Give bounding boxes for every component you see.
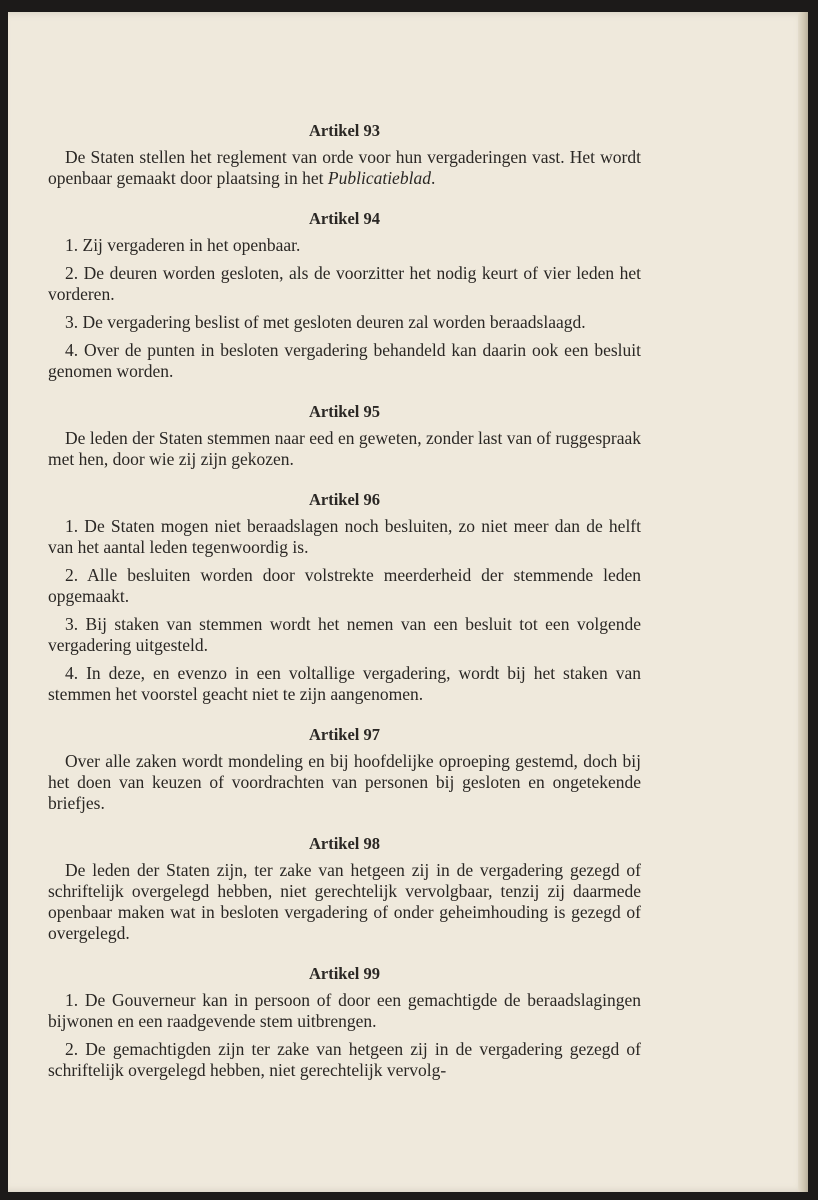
article-paragraph: 4. Over de punten in besloten vergadering behandeld kan daarin ook een besluit genomen worden. [48,340,641,381]
article-93 [48,120,641,189]
page-content [48,120,641,1100]
article-96 [48,489,641,705]
article-paragraph: 1. Zij vergaderen in het openbaar. [65,235,301,255]
article-paragraph: 2. Alle besluiten worden door volstrekte meerderheid der stemmende leden opgemaakt. [48,565,641,606]
italic-term: Publicatieblad [327,168,431,188]
article-paragraph: 3. Bij staken van stemmen wordt het nemen van een besluit tot een volgende vergadering uitgesteld. [48,614,641,655]
article-title: Artikel 96 [308,490,381,509]
article-title: Artikel 99 [308,964,381,983]
article-99 [48,963,641,1081]
article-title: Artikel 95 [308,402,381,421]
article-title: Artikel 94 [308,209,381,228]
article-title: Artikel 98 [308,834,381,853]
article-paragraph: De Staten stellen het reglement van orde voor hun vergaderingen vast. Het wordt openbaar gemaakt door plaatsing in het Publicatieblad. [48,147,641,188]
article-paragraph: 1. De Gouverneur kan in persoon of door een gemachtigde de beraadslagingen bijwonen en een raadgevende stem uitbrengen. [48,990,641,1031]
article-paragraph: 3. De vergadering beslist of met gesloten deuren zal worden beraadslaagd. [65,312,586,332]
article-97 [48,724,641,814]
article-paragraph: De leden der Staten stemmen naar eed en geweten, zonder last van of ruggespraak met hen, door wie zij zijn gekozen. [48,428,641,469]
article-paragraph: Over alle zaken wordt mondeling en bij hoofdelijke oproeping gestemd, doch bij het doen van keuzen of voordrachten van personen bij gesloten en ongetekende briefjes. [48,751,641,813]
article-paragraph: 2. De gemachtigden zijn ter zake van hetgeen zij in de vergadering gezegd of schriftelijk overgelegd hebben, niet gerechtelijk vervolg- [48,1039,641,1080]
article-paragraph: 2. De deuren worden gesloten, als de voorzitter het nodig keurt of vier leden het vorderen. [48,263,641,304]
article-94 [48,208,641,382]
article-paragraph: De leden der Staten zijn, ter zake van hetgeen zij in de vergadering gezegd of schriftelijk overgelegd hebben, niet gerechtelijk vervolgbaar, tenzij zij daarmede openbaar maken wat in besloten vergadering of onder geheimhouding is gezegd of overgelegd. [48,860,641,943]
page-edge [798,12,808,1192]
book-page [8,12,808,1192]
article-title: Artikel 93 [308,121,381,140]
article-98 [48,833,641,944]
article-paragraph: 4. In deze, en evenzo in een voltallige vergadering, wordt bij het staken van stemmen het voorstel geacht niet te zijn aangenomen. [48,663,641,704]
article-title: Artikel 97 [308,725,381,744]
article-paragraph: 1. De Staten mogen niet beraadslagen noch besluiten, zo niet meer dan de helft van het aantal leden tegenwoordig is. [48,516,641,557]
article-95 [48,401,641,470]
